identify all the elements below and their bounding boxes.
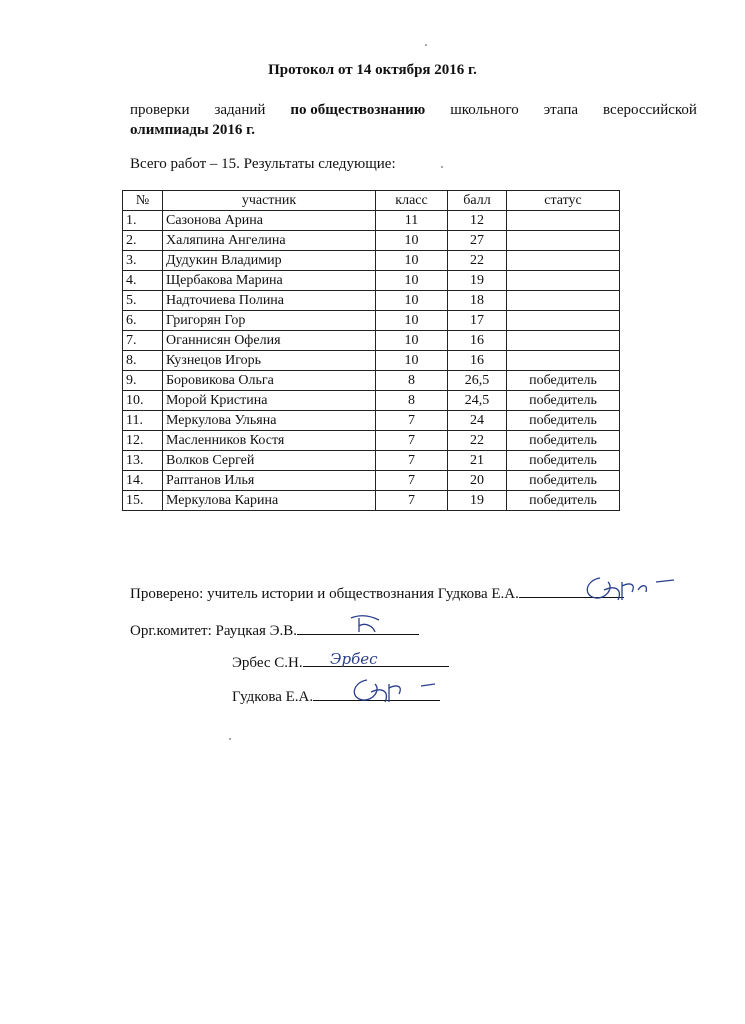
row-number: 15.: [123, 491, 163, 511]
participant-score: 17: [448, 311, 507, 331]
member-gudkova-text: Гудкова Е.А.: [232, 689, 314, 705]
participant-score: 16: [448, 331, 507, 351]
participant-score: 16: [448, 351, 507, 371]
participant-name: Боровикова Ольга: [163, 371, 376, 391]
table-row: [123, 491, 620, 511]
table-row: [123, 271, 620, 291]
participant-name: Щербакова Марина: [163, 271, 376, 291]
signature-gudkova-2: [345, 672, 455, 708]
participant-name: Раптанов Илья: [163, 471, 376, 491]
participant-name: Кузнецов Игорь: [163, 351, 376, 371]
row-number: 4.: [123, 271, 163, 291]
participant-name: Дудукин Владимир: [163, 251, 376, 271]
participant-status: победитель: [507, 491, 620, 511]
participant-name: Сазонова Арина: [163, 211, 376, 231]
table-row: [123, 471, 620, 491]
participant-status: [507, 231, 620, 251]
participant-status: [507, 271, 620, 291]
row-number: 2.: [123, 231, 163, 251]
participant-class: 7: [376, 411, 448, 431]
participant-score: 22: [448, 431, 507, 451]
row-number: 3.: [123, 251, 163, 271]
participant-status: [507, 291, 620, 311]
row-number: 13.: [123, 451, 163, 471]
table-row: [123, 431, 620, 451]
participant-name: Меркулова Карина: [163, 491, 376, 511]
table-row: [123, 311, 620, 331]
table-row: [123, 411, 620, 431]
results-summary: Всего работ – 15. Результаты следующие:: [130, 156, 396, 172]
row-number: 5.: [123, 291, 163, 311]
participant-class: 7: [376, 491, 448, 511]
table-row: [123, 451, 620, 471]
intro-word: школьного: [450, 102, 519, 118]
header-class: класс: [376, 191, 448, 211]
participant-class: 10: [376, 271, 448, 291]
participant-class: 10: [376, 251, 448, 271]
participant-name: Халяпина Ангелина: [163, 231, 376, 251]
participant-score: 18: [448, 291, 507, 311]
participant-class: 7: [376, 451, 448, 471]
table-row: [123, 371, 620, 391]
signature-rautskaya: [345, 612, 405, 638]
participant-status: победитель: [507, 431, 620, 451]
scan-speck: [229, 738, 231, 740]
participant-score: 24,5: [448, 391, 507, 411]
table-row: [123, 391, 620, 411]
participant-score: 27: [448, 231, 507, 251]
participant-class: 7: [376, 431, 448, 451]
row-number: 12.: [123, 431, 163, 451]
participant-class: 8: [376, 371, 448, 391]
scan-speck: [441, 166, 443, 168]
signature-gudkova: [578, 570, 688, 606]
intro-olympiad: олимпиады 2016 г.: [130, 122, 256, 138]
row-number: 9.: [123, 371, 163, 391]
participant-name: Меркулова Ульяна: [163, 411, 376, 431]
intro-subject: по обществознанию: [290, 102, 426, 118]
intro-word: этапа: [543, 102, 579, 118]
table-row: [123, 211, 620, 231]
participant-status: победитель: [507, 391, 620, 411]
header-number: №: [123, 191, 163, 211]
participant-class: 10: [376, 291, 448, 311]
participant-status: победитель: [507, 451, 620, 471]
participant-class: 8: [376, 391, 448, 411]
participant-class: 10: [376, 311, 448, 331]
participant-score: 26,5: [448, 371, 507, 391]
checked-by-text: Проверено: учитель истории и обществознания Гудкова Е.А.: [130, 586, 519, 602]
participant-status: [507, 211, 620, 231]
intro-paragraph: [130, 100, 697, 140]
participant-score: 12: [448, 211, 507, 231]
row-number: 6.: [123, 311, 163, 331]
row-number: 14.: [123, 471, 163, 491]
member-erbes-text: Эрбес С.Н.: [232, 655, 303, 671]
row-number: 11.: [123, 411, 163, 431]
signature-erbes: Эрбес: [330, 650, 378, 668]
participant-score: 20: [448, 471, 507, 491]
participant-status: [507, 331, 620, 351]
participant-status: [507, 311, 620, 331]
participant-class: 10: [376, 231, 448, 251]
header-score: балл: [448, 191, 507, 211]
page-title: Протокол от 14 октября 2016 г.: [268, 62, 477, 78]
participant-score: 19: [448, 271, 507, 291]
checked-by-line: [130, 585, 624, 603]
table-row: [123, 231, 620, 251]
table-row: [123, 351, 620, 371]
participant-name: Оганнисян Офелия: [163, 331, 376, 351]
intro-line-1: [130, 100, 697, 120]
participant-status: [507, 351, 620, 371]
participant-class: 7: [376, 471, 448, 491]
table-row: [123, 251, 620, 271]
participant-score: 24: [448, 411, 507, 431]
participant-score: 22: [448, 251, 507, 271]
participant-status: победитель: [507, 471, 620, 491]
scan-speck: [425, 44, 427, 46]
header-status: статус: [507, 191, 620, 211]
participant-class: 10: [376, 331, 448, 351]
participant-name: Волков Сергей: [163, 451, 376, 471]
participant-name: Надточиева Полина: [163, 291, 376, 311]
results-table: [122, 190, 620, 511]
participant-name: Морой Кристина: [163, 391, 376, 411]
participant-score: 21: [448, 451, 507, 471]
participant-score: 19: [448, 491, 507, 511]
participant-name: Масленников Костя: [163, 431, 376, 451]
row-number: 7.: [123, 331, 163, 351]
intro-word: всероссийской: [603, 102, 697, 118]
participant-status: победитель: [507, 411, 620, 431]
row-number: 1.: [123, 211, 163, 231]
intro-word: заданий: [214, 102, 266, 118]
header-participant: участник: [163, 191, 376, 211]
participant-class: 10: [376, 351, 448, 371]
committee-text: Орг.комитет: Рауцкая Э.В.: [130, 623, 298, 639]
table-row: [123, 331, 620, 351]
participant-class: 11: [376, 211, 448, 231]
table-header-row: [123, 191, 620, 211]
participant-name: Григорян Гор: [163, 311, 376, 331]
table-row: [123, 291, 620, 311]
row-number: 10.: [123, 391, 163, 411]
participant-status: [507, 251, 620, 271]
intro-word: проверки: [130, 102, 190, 118]
row-number: 8.: [123, 351, 163, 371]
participant-status: победитель: [507, 371, 620, 391]
